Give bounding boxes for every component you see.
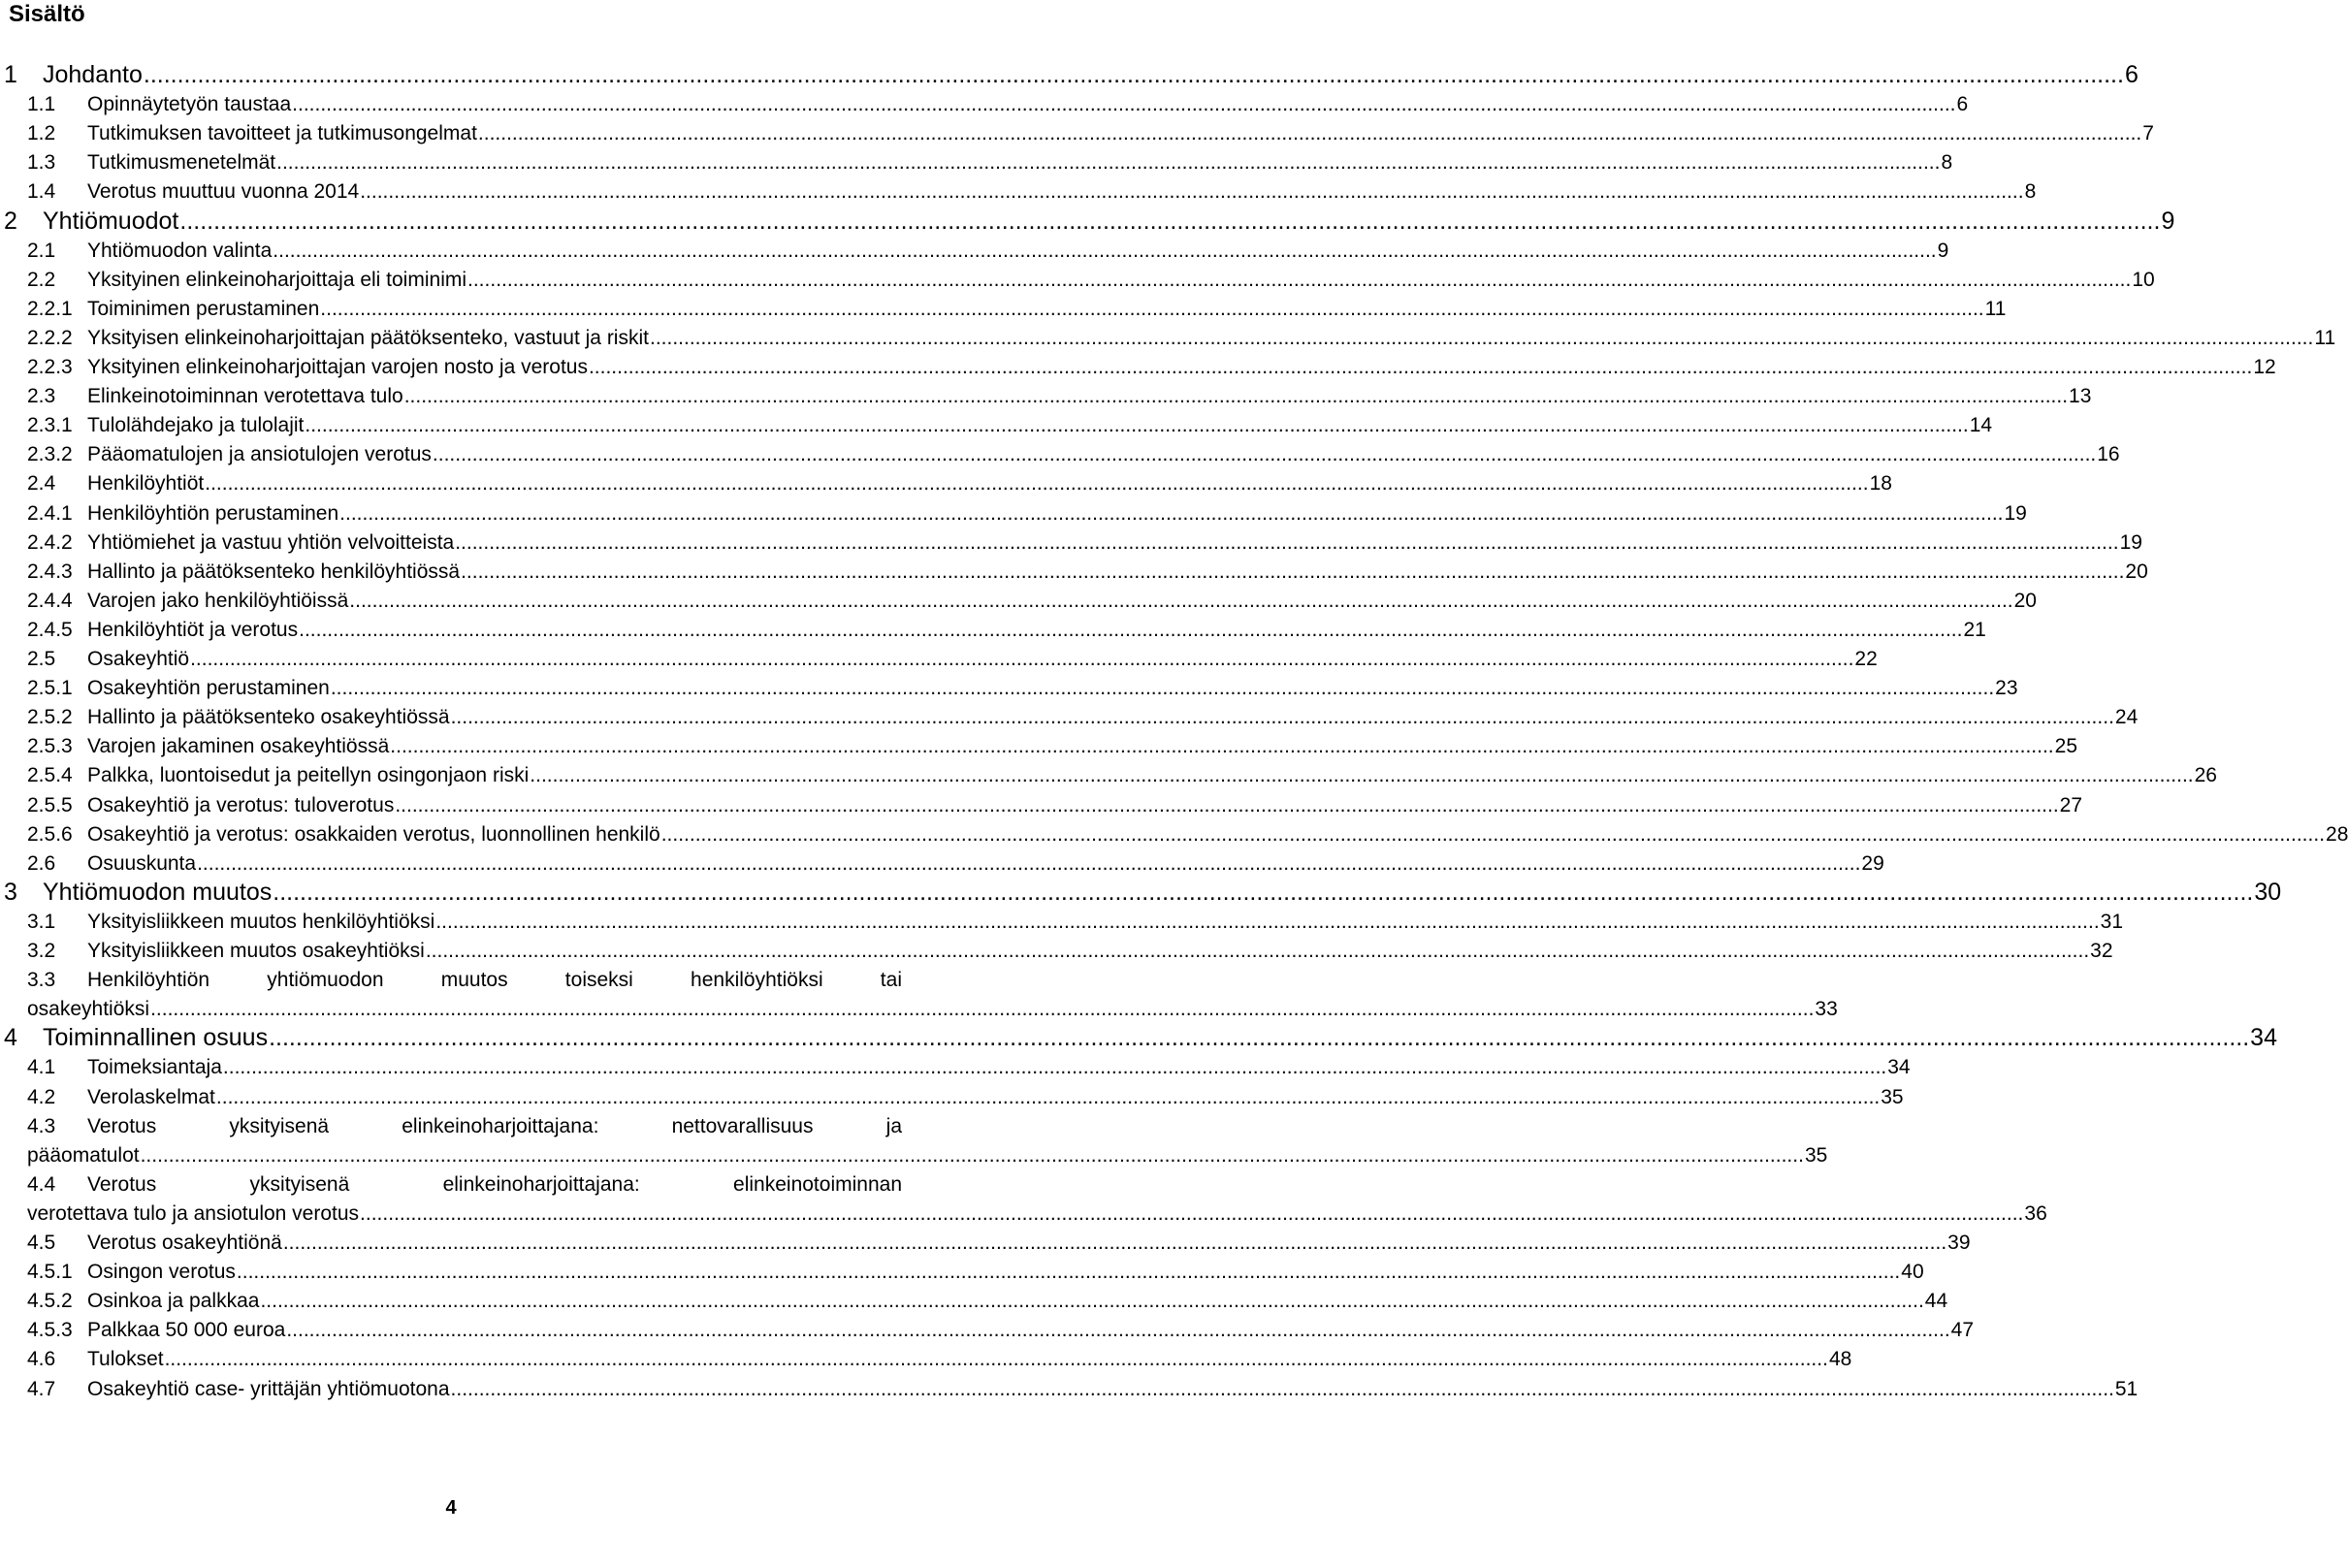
- toc-entry-page: 44: [1924, 1290, 1948, 1313]
- dot-leader: [237, 1258, 1900, 1287]
- toc-entry-2-2-2[interactable]: [27, 324, 2336, 353]
- toc-entry-3-2[interactable]: [27, 937, 2113, 966]
- toc-entry-number: 2.4.4: [27, 589, 73, 612]
- toc-entry-title: Yhtiömuodon valinta: [87, 239, 273, 262]
- toc-entry-4-5-1[interactable]: [27, 1258, 1924, 1287]
- toc-entry-title: Yhtiömuodon muutos: [43, 878, 273, 906]
- toc-entry-page: 22: [1854, 648, 1878, 670]
- toc-entry-title: Verotus yksityisenä elinkeinoharjoittajana: nettovarallisuus ja: [87, 1114, 902, 1137]
- toc-entry-page: 34: [2250, 1024, 2277, 1052]
- toc-entry-1[interactable]: [4, 60, 2139, 89]
- toc-entry-page: 11: [1984, 297, 2007, 320]
- toc-entry-number: 4.7: [27, 1377, 56, 1400]
- toc-entry-page: 40: [1901, 1261, 1924, 1284]
- toc-entry-2-6[interactable]: [27, 849, 1884, 879]
- toc-entry-page: 48: [1828, 1348, 1852, 1371]
- toc-entry-page: 27: [2059, 793, 2083, 816]
- dot-leader: [650, 324, 2313, 353]
- dot-leader: [349, 587, 2012, 616]
- toc-entry-page: 8: [2024, 180, 2037, 204]
- toc-entry-1-1[interactable]: [27, 90, 1969, 119]
- toc-entry-2-2-1[interactable]: [27, 295, 2007, 324]
- toc-entry-number: 3.1: [27, 910, 56, 933]
- toc-entry-page: 20: [2013, 589, 2037, 612]
- toc-entry-4-2[interactable]: [27, 1083, 1904, 1112]
- toc-entry-2-5-2[interactable]: [27, 703, 2139, 732]
- dot-leader: [395, 791, 2058, 820]
- toc-entry-page: 19: [2004, 501, 2027, 525]
- toc-entry-page: 12: [2253, 356, 2276, 378]
- toc-entry-title: Yksityinen elinkeinoharjoittajan varojen nosto ja verotus: [87, 356, 588, 378]
- dot-leader: [331, 674, 1994, 703]
- toc-entry-page: 13: [2069, 385, 2092, 408]
- toc-entry-2-2-3[interactable]: [27, 353, 2276, 382]
- dot-leader: [305, 411, 1968, 440]
- toc-entry-page: 24: [2114, 706, 2139, 729]
- toc-entry-page: 11: [2314, 326, 2336, 349]
- toc-entry-number: 1.3: [27, 151, 56, 175]
- toc-entry-title: Henkilöyhtiön yhtiömuodon muutos toiseksi henkilöyhtiöksi tai: [87, 969, 902, 992]
- toc-entry-title: Henkilöyhtiöt ja verotus: [87, 618, 299, 641]
- toc-entry-page: 16: [2097, 443, 2120, 466]
- toc-entry-title: Yksityinen elinkeinoharjoittaja eli toiminimi: [87, 268, 467, 291]
- toc-entry-title: Osakeyhtiö case- yrittäjän yhtiömuotona: [87, 1377, 450, 1400]
- dot-leader: [144, 60, 2124, 89]
- toc-entry-page: 9: [2161, 207, 2175, 235]
- toc-entry-2-5[interactable]: [27, 645, 1878, 674]
- toc-heading: Sisältö: [9, 1, 85, 27]
- dot-leader: [478, 119, 2141, 148]
- toc-entry-number: 2.5.1: [27, 677, 73, 700]
- dot-leader: [269, 1023, 2249, 1052]
- dot-leader: [197, 849, 1860, 879]
- toc-entry-number: 4.1: [27, 1056, 56, 1079]
- toc-entry-page: 51: [2114, 1377, 2139, 1400]
- toc-entry-3-3[interactable]: [27, 966, 902, 995]
- toc-entry-number: 2.5: [27, 648, 56, 670]
- toc-entry-4-5-3[interactable]: [27, 1316, 1975, 1345]
- toc-entry-title: Pääomatulojen ja ansiotulojen verotus: [87, 443, 432, 466]
- toc-entry-3[interactable]: [4, 878, 2282, 907]
- toc-entry-number: 2.4.2: [27, 530, 73, 554]
- toc-entry-title: Osinkoa ja palkkaa: [87, 1290, 260, 1313]
- toc-entry-number: 1.2: [27, 122, 56, 145]
- toc-entry-title: Henkilöyhtiöt: [87, 472, 205, 496]
- toc-entry-2-3-1[interactable]: [27, 411, 1993, 440]
- dot-leader: [216, 1083, 1880, 1112]
- toc-entry-title: Verotus yksityisenä elinkeinoharjoittajana: elinkeinotoiminnan: [87, 1172, 902, 1196]
- toc-entry-title: Osakeyhtiö ja verotus: tuloverotus: [87, 793, 395, 816]
- toc-entry-2-4-1[interactable]: [27, 499, 2027, 528]
- dot-leader: [360, 177, 2023, 207]
- toc-entry-1-2[interactable]: [27, 119, 2154, 148]
- toc-entry-title-continued: osakeyhtiöksi: [27, 998, 150, 1021]
- toc-entry-page: 26: [2194, 764, 2217, 787]
- toc-entry-page: 9: [1937, 239, 1949, 262]
- toc-entry-number: 2.5.4: [27, 764, 73, 787]
- toc-entry-title: Tutkimusmenetelmät: [87, 151, 276, 175]
- dot-leader: [283, 1229, 1946, 1258]
- toc-entry-number: 3: [4, 878, 17, 906]
- toc-entry-number: 4.5.3: [27, 1319, 73, 1342]
- dot-leader: [299, 616, 1962, 645]
- dot-leader: [179, 207, 2160, 236]
- toc-entry-title: Yksityisliikkeen muutos henkilöyhtiöksi: [87, 910, 435, 933]
- toc-entry-page: 10: [2132, 268, 2155, 291]
- toc-entry-page: 23: [1995, 677, 2018, 700]
- toc-entry-page: 20: [2125, 560, 2148, 583]
- toc-entry-2-5-5[interactable]: [27, 791, 2083, 820]
- toc-entry-title: Yksityisen elinkeinoharjoittajan päätöksenteko, vastuut ja riskit: [87, 326, 649, 349]
- toc-entry-title: Yhtiömiehet ja vastuu yhtiön velvoitteista: [87, 530, 455, 554]
- dot-leader: [286, 1316, 1949, 1345]
- dot-leader: [260, 1287, 1923, 1316]
- dot-leader: [451, 703, 2114, 732]
- dot-leader: [273, 878, 2253, 907]
- dot-leader: [339, 499, 2003, 528]
- toc-entry-2-4-3[interactable]: [27, 558, 2148, 587]
- toc-entry-page: 35: [1881, 1085, 1904, 1108]
- toc-entry-number: 3.3: [27, 969, 56, 992]
- page-number: 4: [445, 1497, 457, 1519]
- dot-leader: [150, 995, 1814, 1024]
- toc-entry-title: Verotus osakeyhtiönä: [87, 1232, 282, 1254]
- toc-entry-number: 2.3.1: [27, 414, 73, 437]
- toc-entry-page: 6: [2124, 61, 2139, 88]
- dot-leader: [451, 1375, 2114, 1404]
- toc-entry-page: 21: [1963, 618, 1986, 641]
- toc-entry-number: 2.5.3: [27, 735, 73, 758]
- dot-leader: [276, 148, 1940, 177]
- dot-leader: [661, 820, 2325, 849]
- toc-entry-2-1[interactable]: [27, 237, 1949, 266]
- toc-entry-number: 2.4.1: [27, 501, 73, 525]
- toc-entry-title: Osakeyhtiö: [87, 648, 190, 670]
- toc-entry-title: Verotus muuttuu vuonna 2014: [87, 180, 360, 204]
- dot-leader: [435, 908, 2099, 937]
- toc-entry-continuation[interactable]: [27, 1141, 1828, 1170]
- toc-entry-title: Palkkaa 50 000 euroa: [87, 1319, 286, 1342]
- toc-entry-title: Osakeyhtiö ja verotus: osakkaiden verotus, luonnollinen henkilö: [87, 822, 660, 846]
- toc-entry-number: 2.5.2: [27, 706, 73, 729]
- toc-entry-number: 2.2.1: [27, 297, 73, 320]
- dot-leader: [461, 558, 2124, 587]
- dot-leader: [205, 469, 1868, 498]
- dot-leader: [141, 1141, 1804, 1170]
- toc-entry-title: Osuuskunta: [87, 851, 197, 875]
- toc-entry-number: 1.4: [27, 180, 56, 204]
- toc-entry-number: 2.3: [27, 385, 56, 408]
- toc-entry-title: Palkka, luontoisedut ja peitellyn osingonjaon riski: [87, 764, 530, 787]
- dot-leader: [223, 1053, 1886, 1082]
- dot-leader: [273, 237, 1936, 266]
- toc-entry-2-4[interactable]: [27, 469, 1892, 498]
- toc-entry-page: 6: [1956, 93, 1969, 116]
- toc-entry-2-5-3[interactable]: [27, 732, 2077, 761]
- toc-entry-title: Toiminimen perustaminen: [87, 297, 320, 320]
- toc-entry-page: 30: [2254, 878, 2282, 906]
- toc-entry-title: Varojen jakaminen osakeyhtiössä: [87, 735, 390, 758]
- dot-leader: [426, 937, 2089, 966]
- dot-leader: [360, 1200, 2023, 1229]
- toc-entry-number: 1: [4, 61, 17, 88]
- dot-leader: [404, 382, 2068, 411]
- toc-entry-1-3[interactable]: [27, 148, 1953, 177]
- toc-entry-page: 29: [1861, 851, 1884, 875]
- toc-entry-2-4-5[interactable]: [27, 616, 1986, 645]
- toc-entry-page: 8: [1941, 151, 1953, 175]
- toc-entry-title: Toimeksiantaja: [87, 1056, 222, 1079]
- dot-leader: [467, 266, 2131, 295]
- toc-entry-page: 18: [1869, 472, 1892, 496]
- toc-entry-number: 2.1: [27, 239, 56, 262]
- toc-entry-title-continued: verotettava tulo ja ansiotulon verotus: [27, 1201, 360, 1225]
- toc-entry-page: 19: [2119, 530, 2142, 554]
- toc-entry-title: Henkilöyhtiön perustaminen: [87, 501, 339, 525]
- dot-leader: [433, 440, 2096, 469]
- toc-entry-2-5-4[interactable]: [27, 761, 2217, 790]
- toc-entry-number: 2: [4, 207, 17, 235]
- toc-entry-number: 2.4.5: [27, 618, 73, 641]
- toc-entry-4-3[interactable]: [27, 1112, 902, 1141]
- toc-entry-2-4-4[interactable]: [27, 587, 2037, 616]
- toc-entry-number: 2.2: [27, 268, 56, 291]
- toc-entry-title: Varojen jako henkilöyhtiöissä: [87, 589, 349, 612]
- toc-entry-4-5-2[interactable]: [27, 1287, 1948, 1316]
- toc-entry-title-continued: pääomatulot: [27, 1143, 140, 1167]
- toc-entry-page: 35: [1804, 1143, 1828, 1167]
- toc-entry-2-2[interactable]: [27, 266, 2155, 295]
- toc-entry-4-6[interactable]: [27, 1345, 1852, 1374]
- toc-entry-2-3[interactable]: [27, 382, 2092, 411]
- toc-entry-page: 33: [1815, 998, 1838, 1021]
- toc-entry-number: 4.5.2: [27, 1290, 73, 1313]
- toc-entry-title: Hallinto ja päätöksenteko osakeyhtiössä: [87, 706, 450, 729]
- toc-entry-title: Yhtiömuodot: [43, 207, 179, 235]
- toc-entry-2-5-6[interactable]: [27, 820, 2348, 849]
- toc-entry-page: 31: [2100, 910, 2124, 933]
- toc-entry-4-7[interactable]: [27, 1375, 2139, 1404]
- toc-entry-number: 2.5.6: [27, 822, 73, 846]
- dot-leader: [320, 295, 1983, 324]
- toc-entry-title: Hallinto ja päätöksenteko henkilöyhtiössä: [87, 560, 461, 583]
- dot-leader: [455, 528, 2118, 558]
- toc-entry-title: Yksityisliikkeen muutos osakeyhtiöksi: [87, 940, 425, 962]
- toc-entry-4[interactable]: [4, 1023, 2277, 1052]
- toc-entry-continuation[interactable]: [27, 1200, 2047, 1229]
- toc-entry-number: 4.4: [27, 1172, 56, 1196]
- toc-entry-4-1[interactable]: [27, 1053, 1911, 1082]
- toc-entry-title: Osingon verotus: [87, 1261, 236, 1284]
- dot-leader: [530, 761, 2193, 790]
- toc-entry-page: 32: [2090, 940, 2113, 962]
- toc-entry-number: 2.5.5: [27, 793, 73, 816]
- toc-entry-title: Tulolähdejako ja tulolajit: [87, 414, 305, 437]
- toc-entry-2[interactable]: [4, 207, 2175, 236]
- toc-entry-title: Elinkeinotoiminnan verotettava tulo: [87, 385, 403, 408]
- toc-entry-number: 4: [4, 1024, 17, 1052]
- toc-entry-continuation[interactable]: [27, 995, 1838, 1024]
- toc-entry-2-4-2[interactable]: [27, 528, 2142, 558]
- toc-entry-number: 4.6: [27, 1348, 56, 1371]
- toc-entry-4-5[interactable]: [27, 1229, 1971, 1258]
- toc-entry-title: Opinnäytetyön taustaa: [87, 93, 292, 116]
- toc-entry-title: Johdanto: [43, 61, 143, 88]
- toc-entry-number: 2.4: [27, 472, 56, 496]
- toc-entry-title: Osakeyhtiön perustaminen: [87, 677, 330, 700]
- toc-entry-title: Tulokset: [87, 1348, 164, 1371]
- dot-leader: [292, 90, 1955, 119]
- toc-entry-number: 2.2.3: [27, 356, 73, 378]
- toc-entry-title: Toiminnallinen osuus: [43, 1024, 269, 1052]
- toc-entry-number: 4.5.1: [27, 1261, 73, 1284]
- toc-entry-page: 36: [2024, 1201, 2047, 1225]
- dot-leader: [589, 353, 2252, 382]
- toc-entry-page: 47: [1950, 1319, 1975, 1342]
- toc-entry-4-4[interactable]: [27, 1170, 902, 1200]
- dot-leader: [390, 732, 2053, 761]
- toc-entry-page: 28: [2326, 822, 2348, 846]
- toc-entry-number: 2.6: [27, 851, 56, 875]
- toc-entry-page: 39: [1947, 1232, 1971, 1254]
- toc-entry-page: 25: [2054, 735, 2077, 758]
- toc-entry-number: 2.3.2: [27, 443, 73, 466]
- toc-entry-page: 34: [1887, 1056, 1911, 1079]
- toc-entry-1-4[interactable]: [27, 177, 2037, 207]
- toc-entry-number: 1.1: [27, 93, 56, 116]
- toc-entry-page: 7: [2142, 122, 2154, 145]
- toc-entry-3-1[interactable]: [27, 908, 2124, 937]
- toc-entry-number: 2.2.2: [27, 326, 73, 349]
- toc-entry-title: Tutkimuksen tavoitteet ja tutkimusongelmat: [87, 122, 477, 145]
- dot-leader: [165, 1345, 1828, 1374]
- toc-entry-number: 3.2: [27, 940, 56, 962]
- toc-entry-2-3-2[interactable]: [27, 440, 2120, 469]
- toc-entry-number: 2.4.3: [27, 560, 73, 583]
- toc-entry-title: Verolaskelmat: [87, 1085, 215, 1108]
- toc-entry-page: 14: [1969, 414, 1993, 437]
- toc-entry-number: 4.2: [27, 1085, 56, 1108]
- dot-leader: [190, 645, 1853, 674]
- toc-entry-number: 4.3: [27, 1114, 56, 1137]
- toc-entry-2-5-1[interactable]: [27, 674, 2018, 703]
- toc-entry-number: 4.5: [27, 1232, 56, 1254]
